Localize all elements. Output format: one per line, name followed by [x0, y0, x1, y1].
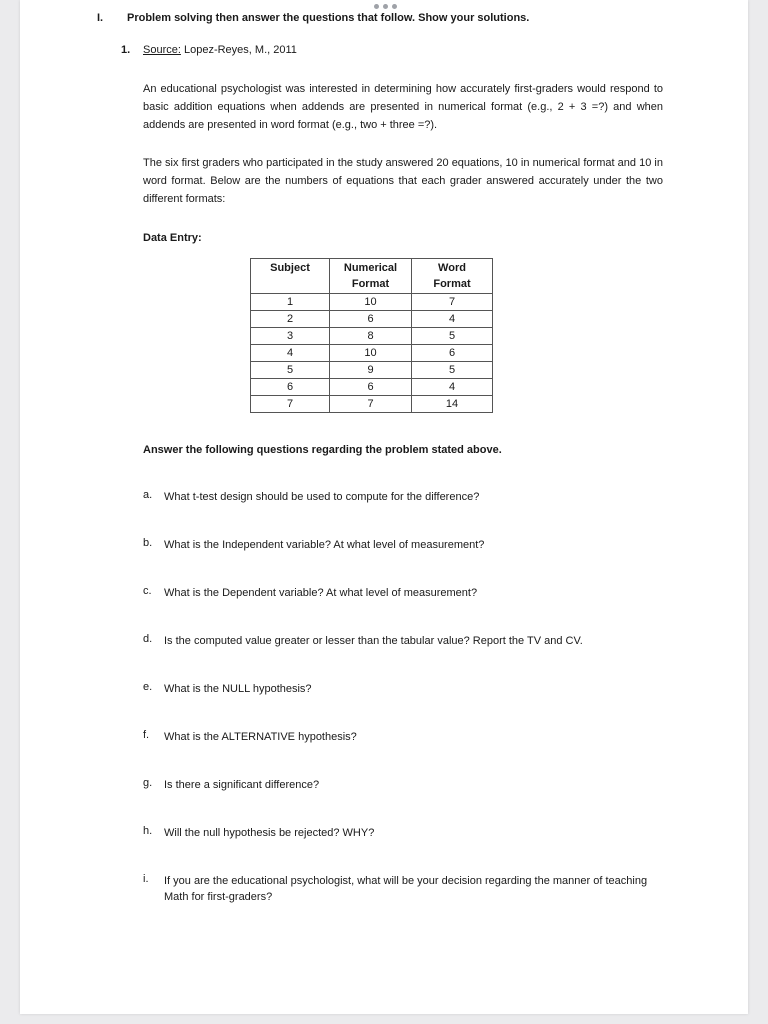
question-letter: h.: [143, 825, 153, 837]
table-row: [251, 379, 493, 396]
question-letter: c.: [143, 585, 152, 597]
question-text: What is the NULL hypothesis?: [164, 683, 312, 695]
cell-subject: 2: [251, 311, 330, 328]
question-text: If you are the educational psychologist, what will be your decision regarding the manner of teaching Math for first-graders?: [164, 875, 648, 903]
source-text: Lopez-Reyes, M., 2011: [180, 44, 297, 56]
source-line: [143, 44, 297, 56]
question-letter: f.: [143, 729, 150, 741]
cell-word: 5: [412, 362, 493, 379]
question-text: What is the ALTERNATIVE hypothesis?: [164, 731, 357, 743]
table-row: [251, 345, 493, 362]
cell-numerical: 9: [330, 362, 412, 379]
cell-word: 6: [412, 345, 493, 362]
table-row: [251, 396, 493, 413]
question-text: What is the Independent variable? At what level of measurement?: [164, 539, 485, 551]
problem-paragraph-1: An educational psychologist was interested in determining how accurately first-graders would respond to basic addition equations when addends are presented in numerical format (e.g., 2 + 3 =?) and when addends are presented in word format (e.g., two + three =?).: [143, 83, 663, 131]
cell-numerical: 6: [330, 311, 412, 328]
more-options-icon[interactable]: [370, 4, 400, 12]
cell-subject: 4: [251, 345, 330, 362]
document-page: [20, 0, 748, 1014]
cell-subject: 7: [251, 396, 330, 413]
cell-numerical: 8: [330, 328, 412, 345]
question-letter: e.: [143, 681, 153, 693]
question-letter: b.: [143, 537, 153, 549]
table-row: [251, 294, 493, 311]
question-text: Is there a significant difference?: [164, 779, 320, 791]
question-text: What is the Dependent variable? At what level of measurement?: [164, 587, 478, 599]
cell-subject: 3: [251, 328, 330, 345]
table-header-row: [251, 259, 493, 294]
cell-numerical: 7: [330, 396, 412, 413]
cell-numerical: 10: [330, 345, 412, 362]
table-row: [251, 328, 493, 345]
section-title: Problem solving then answer the questions that follow. Show your solutions.: [127, 12, 530, 24]
questions-heading: Answer the following questions regarding the problem stated above.: [143, 444, 502, 456]
cell-word: 4: [412, 311, 493, 328]
question-letter: g.: [143, 777, 153, 789]
header-subject: Subject: [251, 259, 330, 294]
data-entry-label: Data Entry:: [143, 232, 202, 244]
question-letter: d.: [143, 633, 153, 645]
problem-paragraph-2: The six first graders who participated in the study answered 20 equations, 10 in numerical format and 10 in word format. Below are the numbers of equations that each grader answered accurately under the two different formats:: [143, 157, 663, 205]
question-text: What t-test design should be used to compute for the difference?: [164, 491, 480, 503]
source-label: Source:: [143, 44, 181, 56]
cell-word: 14: [412, 396, 493, 413]
problem-number: 1.: [121, 44, 131, 56]
cell-subject: 5: [251, 362, 330, 379]
cell-subject: 6: [251, 379, 330, 396]
header-word-format: Word Format: [412, 259, 493, 294]
table-row: [251, 311, 493, 328]
question-letter: i.: [143, 873, 149, 885]
table-row: [251, 362, 493, 379]
cell-numerical: 10: [330, 294, 412, 311]
question-letter: a.: [143, 489, 153, 501]
header-numerical-format: Numerical Format: [330, 259, 412, 294]
section-number: I.: [97, 12, 104, 24]
question-text: Is the computed value greater or lesser than the tabular value? Report the TV and CV.: [164, 635, 583, 647]
cell-word: 5: [412, 328, 493, 345]
cell-numerical: 6: [330, 379, 412, 396]
question-text: Will the null hypothesis be rejected? WHY?: [164, 827, 375, 839]
cell-word: 7: [412, 294, 493, 311]
data-table: [250, 258, 493, 413]
cell-word: 4: [412, 379, 493, 396]
cell-subject: 1: [251, 294, 330, 311]
